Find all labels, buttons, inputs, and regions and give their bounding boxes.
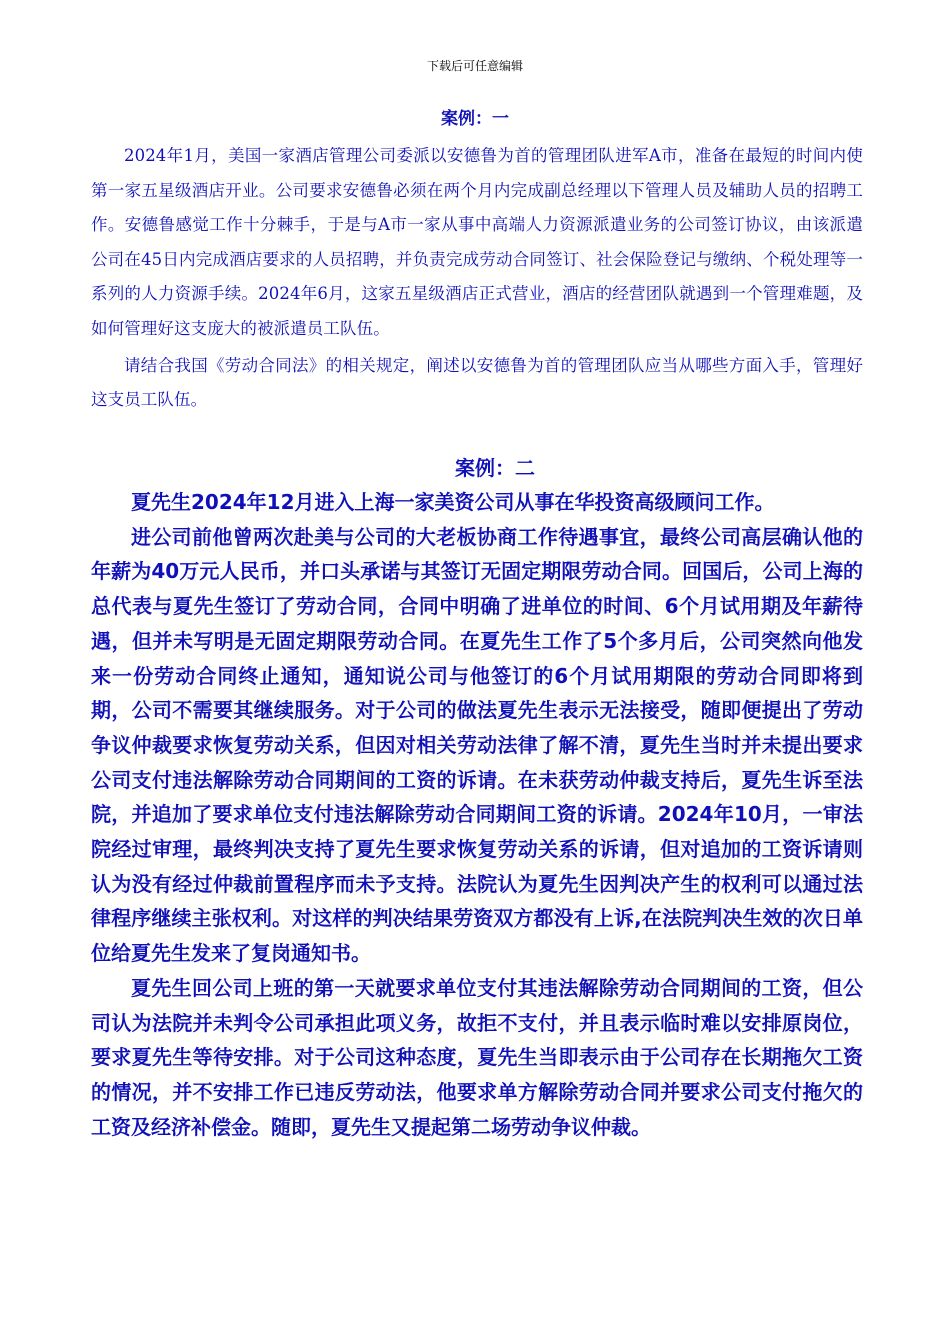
case2-title: 案例：二 (455, 456, 535, 480)
case2-paragraph-3: 夏先生回公司上班的第一天就要求单位支付其违法解除劳动合同期间的工资，但公司认为法院并未判令公司承担此项义务，故拒不支付，并且表示临时难以安排原岗位，要求夏先生等待安排。对于公司这种态度，夏先生当即表示由于公司存在长期拖欠工资的情况，并不安排工作已违反劳动法，他要求单方解除劳动合同并要求公司支付拖欠的工资及经济补偿金。随即，夏先生又提起第二场劳动争议仲裁。 (91, 975, 863, 1139)
case2-paragraph-1: 夏先生2024年12月进入上海一家美资公司从事在华投资高级顾问工作。 (131, 490, 775, 514)
case1-body (91, 139, 863, 418)
case1-paragraph-1: 2024年1月，美国一家酒店管理公司委派以安德鲁为首的管理团队进军A市，准备在最短的时间内使第一家五星级酒店开业。公司要求安德鲁必须在两个月内完成副总经理以下管理人员及辅助人员的招聘工作。安德鲁感觉工作十分棘手，于是与A市一家从事中高端人力资源派遣业务的公司签订协议，由该派遣公司在45日内完成酒店要求的人员招聘，并负责完成劳动合同签订、社会保险登记与缴纳、个税处理等一系列的人力资源手续。2024年6月，这家五星级酒店正式营业，酒店的经营团队就遇到一个管理难题，及如何管理好这支庞大的被派遣员工队伍。 (91, 146, 863, 338)
case2-paragraph-2: 进公司前他曾两次赴美与公司的大老板协商工作待遇事宜，最终公司高层确认他的年薪为40万元人民币，并口头承诺与其签订无固定期限劳动合同。回国后，公司上海的总代表与夏先生签订了劳动合同，合同中明确了进单位的时间、6个月试用期及年薪待遇，但并未写明是无固定期限劳动合同。在夏先生工作了5个多月后，公司突然向他发来一份劳动合同终止通知，通知说公司与他签订的6个月试用期限的劳动合同即将到期，公司不需要其继续服务。对于公司的做法夏先生表示无法接受，随即便提出了劳动争议仲裁要求恢复劳动关系，但因对相关劳动法律了解不清，夏先生当时并未提出要求公司支付违法解除劳动合同期间的工资的诉请。在未获劳动仲裁支持后，夏先生诉至法院，并追加了要求单位支付违法解除劳动合同期间工资的诉请。2024年10月，一审法院经过审理，最终判决支持了夏先生要求恢复劳动关系的诉请，但对追加的工资诉请则认为没有经过仲裁前置程序而未予支持。法院认为夏先生因判决产生的权利可以通过法律程序继续主张权利。对这样的判决结果劳资双方都没有上诉,在法院判决生效的次日单位给夏先生发来了复岗通知书。 (91, 524, 863, 966)
case1-title: 案例：一 (441, 109, 509, 129)
case1-paragraph-2: 请结合我国《劳动合同法》的相关规定，阐述以安德鲁为首的管理团队应当从哪些方面入手，管理好这支员工队伍。 (91, 355, 863, 410)
page-header: 下载后可任意编辑 (426, 59, 523, 73)
case2-body (91, 485, 863, 1144)
